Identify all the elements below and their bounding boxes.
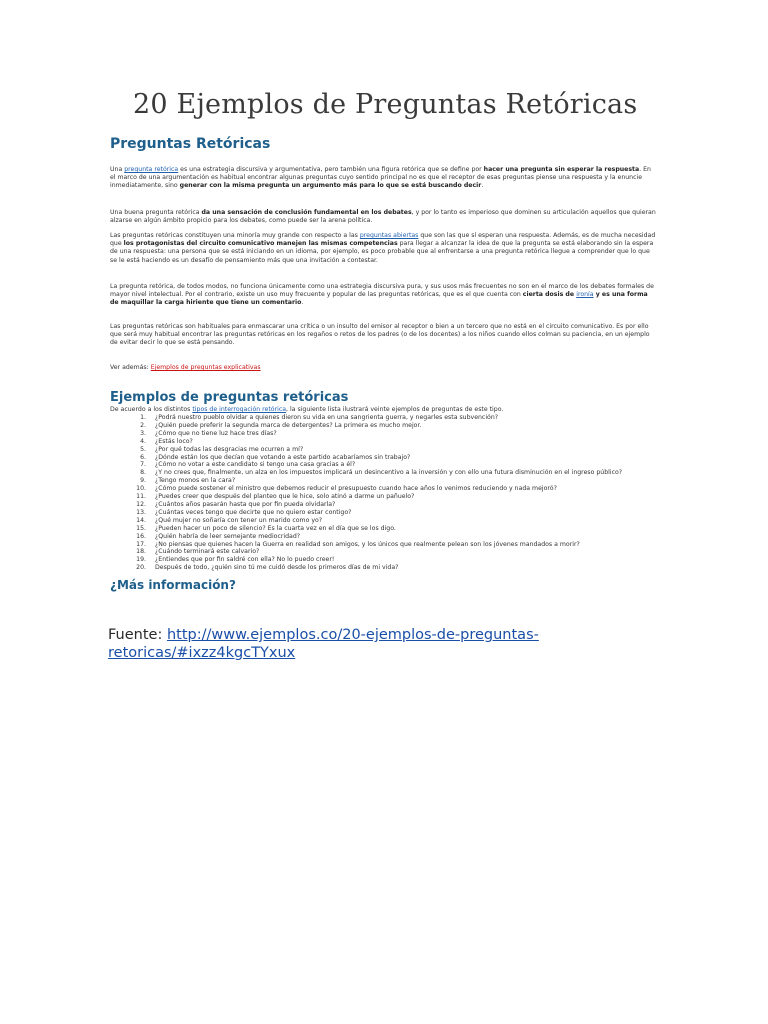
examples-intro — [110, 406, 658, 414]
list-item-number: 5. — [140, 445, 146, 453]
text-span: . En el marco de una argumentación es habitual encontrar algunas preguntas cuyo sentido principal no es que el receptor de esas preguntas piense una respuesta y la enuncie inmediatamente, sino — [110, 166, 651, 190]
text-span: . — [301, 299, 304, 307]
list-item-number: 20. — [136, 564, 146, 572]
list-item-number: 2. — [140, 421, 146, 429]
list-item-text: ¿Dónde están los que decían que votando a este partido acabaríamos sin trabajo? — [155, 453, 411, 461]
list-item — [123, 422, 622, 430]
source-label: Fuente: — [108, 627, 167, 643]
bold-span: los protagonistas del circuito comunicativo manejen las mismas competencias — [123, 240, 398, 248]
bold-span: hacer una pregunta sin esperar la respuesta — [483, 166, 640, 173]
list-item — [123, 469, 622, 477]
list-item-text: ¿Qué mujer no soñaría con tener un marido como yo? — [155, 516, 323, 524]
list-item-number: 16. — [136, 532, 146, 540]
bold-span: cierta dosis de — [522, 291, 577, 299]
text-span: Una buena pregunta retórica — [110, 209, 202, 216]
list-item-number: 17. — [136, 540, 146, 548]
list-item-text: ¿Cuántos años pasarán hasta que por fin pueda olvidarla? — [155, 500, 336, 508]
list-item-number: 3. — [140, 429, 146, 437]
list-item-text: ¿Pueden hacer un poco de silencio? Es la cuarta vez en el día que se los digo. — [155, 524, 396, 532]
list-item-number: 18. — [136, 548, 146, 556]
section-heading-ejemplos: Ejemplos de preguntas retóricas — [110, 390, 349, 405]
list-item-number: 14. — [136, 516, 146, 524]
see-also — [110, 364, 658, 372]
list-item — [123, 564, 622, 572]
bold-span: generar con la misma pregunta un argumento más para lo que se está buscando decir — [179, 182, 482, 190]
section-heading-preguntas-retoricas: Preguntas Retóricas — [110, 136, 271, 152]
list-item-text: ¿Puedes creer que después del planteo que le hice, solo atinó a darme un pañuelo? — [155, 493, 415, 501]
list-item-text: ¿No piensas que quienes hacen la Guerra en realidad son amigos, y los únicos que realmente pelean son los jóvenes mandados a morir? — [155, 540, 580, 548]
list-item-number: 8. — [140, 469, 146, 477]
list-item-text: ¿Tengo monos en la cara? — [155, 477, 236, 485]
link-ejemplos-preguntas-explicativas[interactable]: Ejemplos de preguntas explicativas — [150, 364, 261, 371]
text-span: La pregunta retórica, de todos modos, no funciona únicamente como una estrategia discursiva pura, y sus usos más frecuentes no son en el marco de los debates formales de mayor nivel intelectual. Por el contrario, existe un uso muy frecuente y popular de las preguntas retóricas, que es el que cuenta con — [110, 283, 654, 299]
text-span: De acuerdo a los distintos — [110, 406, 193, 413]
text-span: Una — [110, 166, 125, 173]
paragraph-3 — [110, 232, 658, 265]
text-span: , la siguiente lista ilustrará veinte ejemplos de preguntas de este tipo. — [286, 406, 504, 413]
list-item-text: ¿Cuándo terminará este calvario? — [155, 548, 260, 556]
list-item-number: 15. — [136, 524, 146, 532]
paragraph-2 — [110, 209, 658, 225]
list-item-text: Después de todo, ¿quién sino tú me cuidó desde los primeros días de mi vida? — [155, 564, 399, 572]
paragraph-1 — [110, 166, 658, 191]
list-item — [123, 485, 622, 493]
list-item — [123, 477, 622, 485]
list-item-text: ¿Entiendes que por fin saldré con ella? No lo puedo creer! — [155, 556, 335, 564]
list-item — [123, 446, 622, 454]
link-tipos-de-interrogacion[interactable]: tipos de interrogación retórica — [192, 406, 287, 413]
list-item-number: 1. — [140, 414, 146, 421]
page-title: 20 Ejemplos de Preguntas Retóricas — [133, 89, 638, 120]
see-also-label: Ver además: — [110, 364, 151, 371]
link-pregunta-retorica[interactable]: pregunta retórica — [124, 166, 179, 173]
link-ironia[interactable]: ironía — [576, 291, 594, 299]
list-item-number: 7. — [140, 461, 146, 469]
list-item-number: 19. — [136, 556, 146, 564]
list-item-text: ¿Podrá nuestro pueblo olvidar a quienes dieron su vida en una sangrienta guerra, y negarles esta subvención? — [155, 414, 499, 421]
examples-list — [123, 414, 622, 572]
list-item — [123, 430, 622, 438]
source-link[interactable]: http://www.ejemplos.co/20-ejemplos-de-preguntas-retoricas/#ixzz4kgcTYxux — [108, 627, 539, 661]
list-item-text: ¿Cómo no votar a este candidato si tengo una casa gracias a él? — [155, 461, 356, 469]
text-span: , y por lo tanto es imperioso que dominen su articulación aquellos que quieran alzarse en algún ámbito propicio para los debates, como puede ser la arena política. — [110, 209, 656, 225]
link-preguntas-abiertas[interactable]: preguntas abiertas — [359, 232, 419, 239]
bold-span: da una sensación de conclusión fundamental en los debates — [201, 209, 412, 216]
list-item — [123, 501, 622, 509]
paragraph-5: Las preguntas retóricas son habituales para enmascarar una crítica o un insulto del emisor al receptor o bien a un tercero que no está en el circuito comunicativo. Es por ello que será muy habitual encontrar las preguntas retóricas en los regaños o retos de los padres (o de los docentes) a los niños cuando ellos colman su paciencia, en un ejemplo de evitar decir lo que se está pensando. — [110, 323, 650, 347]
list-item-text: ¿Quién habría de leer semejante mediocridad? — [155, 532, 301, 540]
text-span: . — [481, 182, 484, 190]
list-item-number: 11. — [136, 493, 146, 501]
text-span: es una estrategia discursiva y argumentativa, pero también una figura retórica que se define por — [178, 166, 484, 173]
text-span: para llegar a alcanzar la idea de que la pregunta se está elaborando sin la espera de una respuesta: una persona que se está iniciando en un idioma, por ejemplo, es poco probable que al enfrentarse a una pregunta retórica llegue a comprender que lo que se le está haciendo es un desafío de pensamiento más que una invitación a contestar. — [110, 240, 654, 264]
list-item — [123, 438, 622, 446]
list-item — [123, 533, 622, 541]
text-span: Las preguntas retóricas constituyen una minoría muy grande con respecto a las — [110, 232, 360, 239]
list-item — [123, 414, 622, 422]
list-item-number: 6. — [140, 453, 146, 461]
list-item-text: ¿Y no crees que, finalmente, un alza en los impuestos implicará un desincentivo a la inversión y con ello una futura disminución en el ingreso público? — [155, 469, 623, 477]
source-line — [108, 626, 668, 662]
list-item — [123, 525, 622, 533]
list-item-number: 13. — [136, 508, 146, 516]
text-span: que son las que sí esperan una respuesta. Además, es de mucha necesidad que — [110, 232, 656, 248]
list-item-text: ¿Quién puede preferir la segunda marca de detergentes? La primera es mucho mejor. — [155, 421, 422, 429]
list-item-number: 9. — [140, 477, 146, 485]
list-item-number: 12. — [136, 500, 146, 508]
list-item-number: 4. — [140, 437, 146, 445]
list-item-text: ¿Estás loco? — [155, 437, 193, 445]
list-item — [123, 509, 622, 517]
section-heading-mas-informacion: ¿Más información? — [110, 578, 236, 592]
bold-span: y es una forma de maquillar la carga hiriente que tiene un comentario — [110, 291, 648, 307]
list-item-text: ¿Cómo puede sostener el ministro que debemos reducir el presupuesto cuando hace años lo venimos reduciendo y nada mejoró? — [155, 485, 557, 493]
list-item-number: 10. — [136, 485, 146, 493]
list-item-text: ¿Cómo que no tiene luz hace tres días? — [155, 429, 277, 437]
list-item — [123, 493, 622, 501]
list-item — [123, 517, 622, 525]
list-item-text: ¿Cuántas veces tengo que decirte que no quiero estar contigo? — [155, 508, 352, 516]
list-item-text: ¿Por qué todas las desgracias me ocurren a mí? — [155, 445, 304, 453]
paragraph-4 — [110, 283, 658, 308]
